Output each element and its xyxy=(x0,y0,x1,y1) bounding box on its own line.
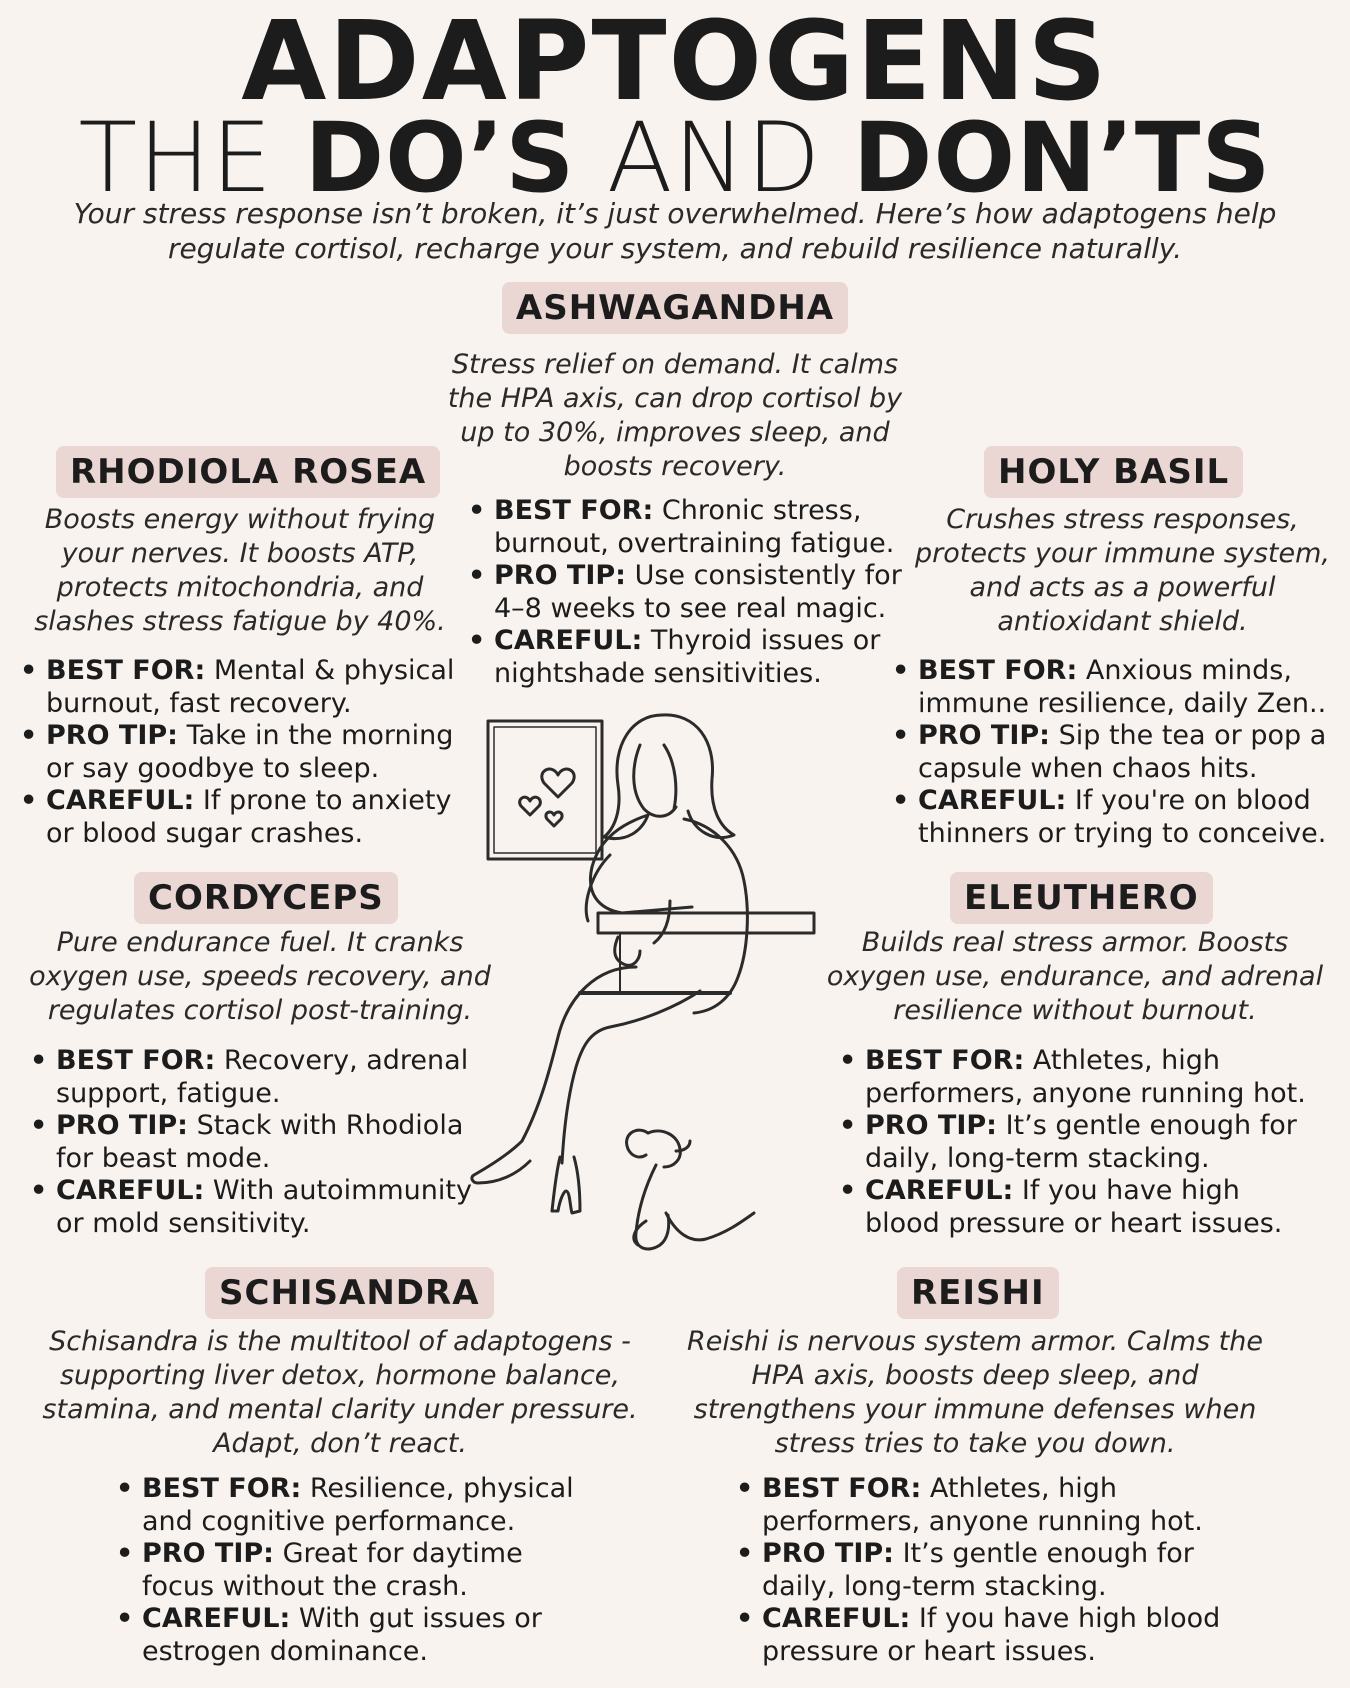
list-item: • BEST FOR: Athletes, high performers, anyone running hot. xyxy=(837,1045,1317,1110)
illustration xyxy=(440,705,830,1265)
section-title: REISHI xyxy=(897,1267,1059,1319)
list-item: • BEST FOR: Athletes, high performers, anyone running hot. xyxy=(734,1473,1234,1538)
section-ashwagandha xyxy=(430,288,920,328)
list-item: • PRO TIP: It’s gentle enough for daily, long-term stacking. xyxy=(837,1110,1317,1175)
points-list xyxy=(734,1473,1234,1668)
section-schisandra xyxy=(205,1273,494,1313)
section-description: Pure endurance fuel. It cranks oxygen use, speeds recovery, and regulates cortisol post-training. xyxy=(29,927,491,1026)
section-holy-basil xyxy=(984,452,1243,492)
framed-hearts-icon xyxy=(488,721,602,859)
list-item: • CAREFUL: With autoimmunity or mold sensitivity. xyxy=(28,1175,488,1240)
points-list xyxy=(890,655,1340,850)
list-item: • PRO TIP: Sip the tea or pop a capsule when chaos hits. xyxy=(890,720,1340,785)
section-title: ASHWAGANDHA xyxy=(502,282,848,334)
list-item: • BEST FOR: Anxious minds, immune resilience, daily Zen.. xyxy=(890,655,1340,720)
section-title: RHODIOLA ROSEA xyxy=(56,446,440,498)
section-description: Crushes stress responses, protects your immune system, and acts as a powerful antioxidant shield. xyxy=(914,504,1331,637)
list-item: • PRO TIP: Great for daytime focus without the crash. xyxy=(114,1538,594,1603)
section-rhodiola xyxy=(56,452,440,492)
list-item: • CAREFUL: Thyroid issues or nightshade sensitivities. xyxy=(466,625,906,690)
list-item: • CAREFUL: If you have high blood pressure or heart issues. xyxy=(734,1603,1234,1668)
points-list xyxy=(837,1045,1317,1240)
intro-text: Your stress response isn’t broken, it’s just overwhelmed. Here’s how adaptogens help regulate cortisol, recharge your system, and rebuild resilience naturally. xyxy=(73,197,1277,265)
page-subtitle-heading: THE DO’S AND DON’TS xyxy=(78,102,1272,214)
list-item: • CAREFUL: If you have high blood pressure or heart issues. xyxy=(837,1175,1317,1240)
section-eleuthero xyxy=(950,878,1213,918)
dog-icon xyxy=(627,1130,754,1249)
list-item: • CAREFUL: With gut issues or estrogen dominance. xyxy=(114,1603,594,1668)
section-description: Stress relief on demand. It calms the HPA axis, can drop cortisol by up to 30%, improves sleep, and boosts recovery. xyxy=(447,349,903,482)
section-reishi xyxy=(897,1273,1059,1313)
list-item: • PRO TIP: It’s gentle enough for daily, long-term stacking. xyxy=(734,1538,1234,1603)
section-title: HOLY BASIL xyxy=(984,446,1243,498)
list-item: • PRO TIP: Take in the morning or say goodbye to sleep. xyxy=(18,720,458,785)
list-item: • CAREFUL: If prone to anxiety or blood sugar crashes. xyxy=(18,785,458,850)
points-list xyxy=(114,1473,594,1668)
section-title: ELEUTHERO xyxy=(950,872,1213,924)
section-title: SCHISANDRA xyxy=(205,1267,494,1319)
list-item: • BEST FOR: Mental & physical burnout, fast recovery. xyxy=(18,655,458,720)
page-title: ADAPTOGENS xyxy=(241,0,1109,125)
section-description: Boosts energy without frying your nerves. It boosts ATP, protects mitochondria, and slashes stress fatigue by 40%. xyxy=(34,504,446,637)
points-list xyxy=(466,495,906,690)
section-description: Builds real stress armor. Boosts oxygen use, endurance, and adrenal resilience without burnout. xyxy=(826,927,1324,1026)
woman-sitting-icon xyxy=(472,715,747,1213)
section-cordyceps xyxy=(134,878,398,918)
list-item: • PRO TIP: Stack with Rhodiola for beast mode. xyxy=(28,1110,488,1175)
section-description: Reishi is nervous system armor. Calms the HPA axis, boosts deep sleep, and strengthens your immune defenses when stress tries to take you down. xyxy=(687,1326,1263,1459)
points-list xyxy=(18,655,458,850)
list-item: • BEST FOR: Chronic stress, burnout, overtraining fatigue. xyxy=(466,495,906,560)
list-item: • BEST FOR: Recovery, adrenal support, fatigue. xyxy=(28,1045,488,1110)
points-list xyxy=(28,1045,488,1240)
section-title: CORDYCEPS xyxy=(134,872,398,924)
list-item: • CAREFUL: If you're on blood thinners or trying to conceive. xyxy=(890,785,1340,850)
list-item: • PRO TIP: Use consistently for 4–8 weeks to see real magic. xyxy=(466,560,906,625)
list-item: • BEST FOR: Resilience, physical and cognitive performance. xyxy=(114,1473,594,1538)
section-description: Schisandra is the multitool of adaptogens - supporting liver detox, hormone balance, stamina, and mental clarity under pressure. Adapt, don’t react. xyxy=(42,1326,638,1459)
